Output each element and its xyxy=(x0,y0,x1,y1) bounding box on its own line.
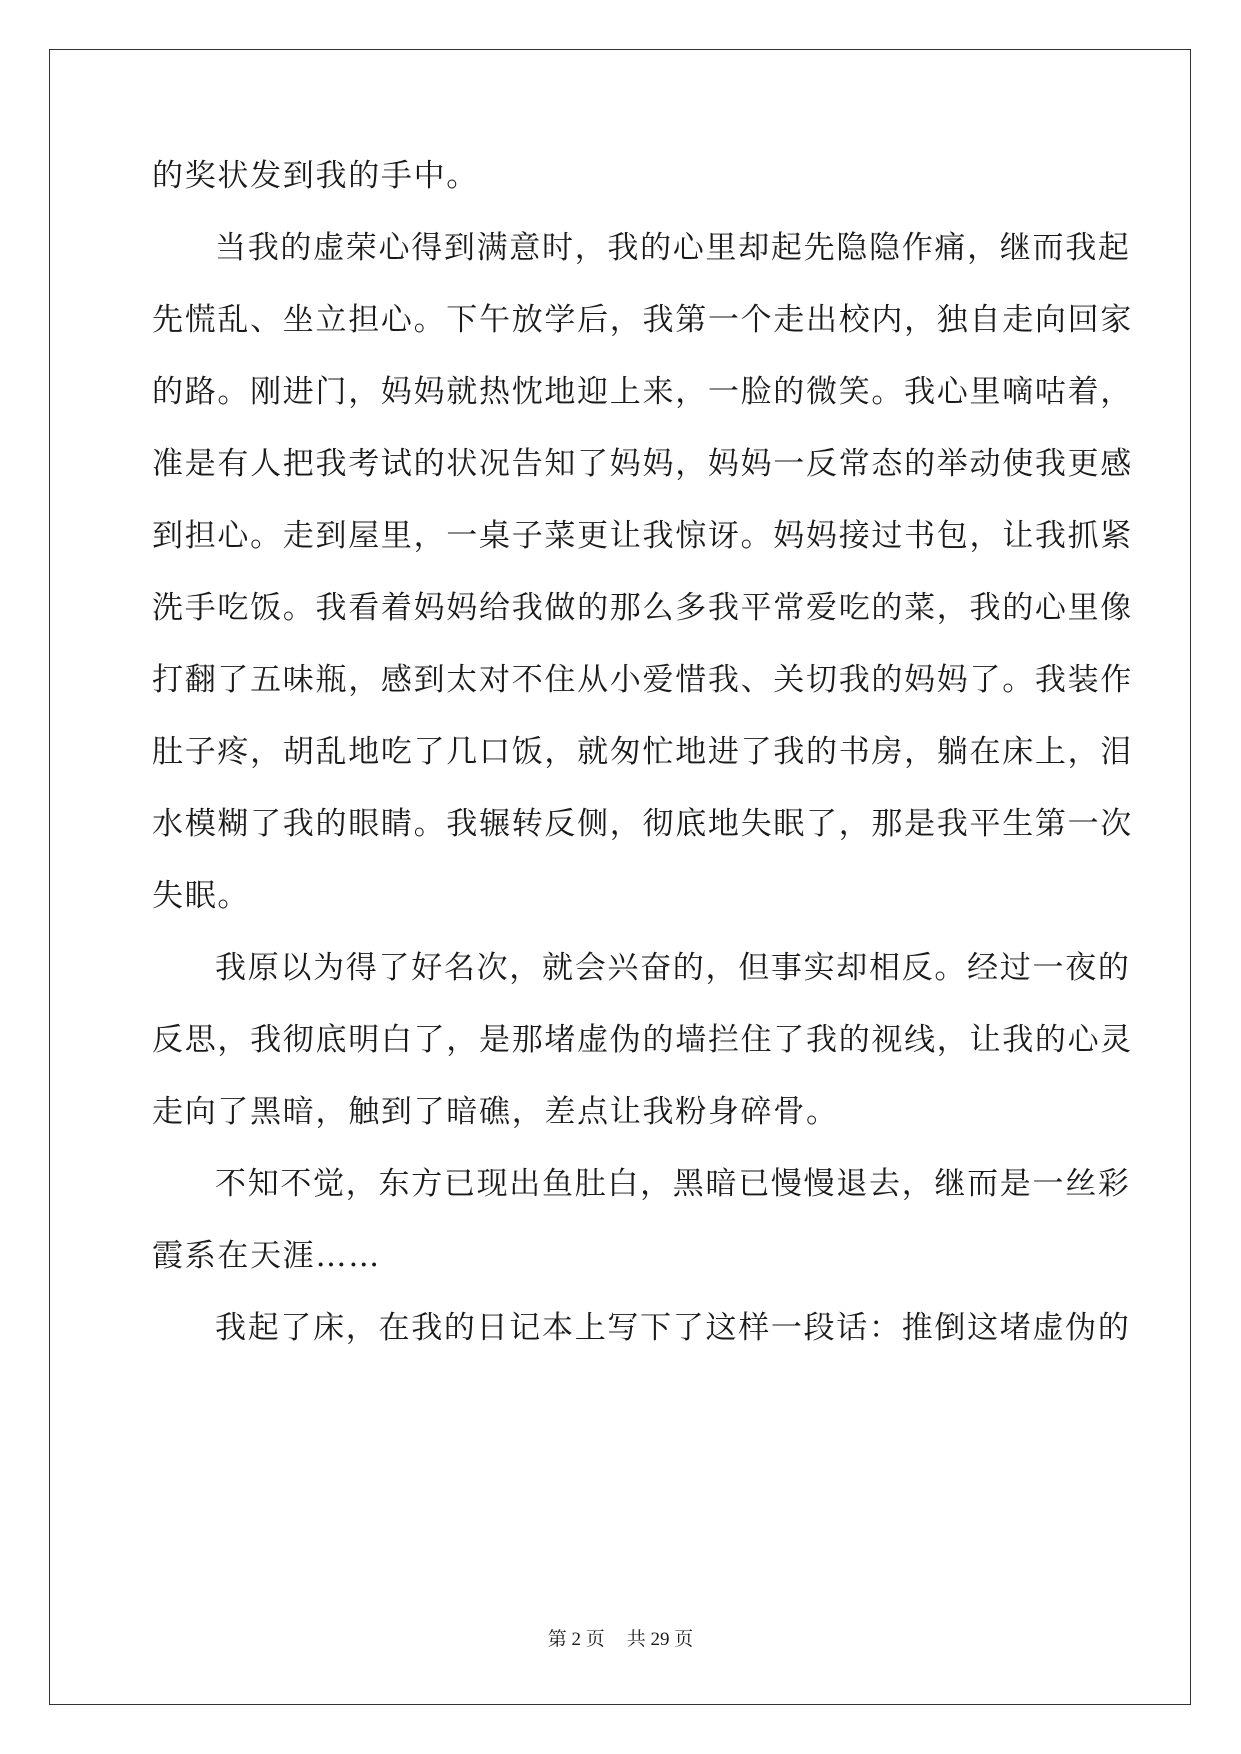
text-line: 的路。刚进门，妈妈就热忱地迎上来，一脸的微笑。我心里嘀咕着， xyxy=(152,374,1133,410)
text-line: 我起了床，在我的日记本上写下了这样一段话：推倒这堵虚伪的 xyxy=(215,1310,1131,1346)
text-line: 到担心。走到屋里，一桌子菜更让我惊讶。妈妈接过书包，让我抓紧 xyxy=(152,518,1133,554)
page-total: 共 29 页 xyxy=(626,1629,694,1650)
text-line: 的奖状发到我的手中。 xyxy=(152,158,479,194)
text-line: 当我的虚荣心得到满意时，我的心里却起先隐隐作痛，继而我起 xyxy=(215,230,1131,266)
text-line: 我原以为得了好名次，就会兴奋的，但事实却相反。经过一夜的 xyxy=(215,950,1131,986)
text-line: 走向了黑暗，触到了暗礁，差点让我粉身碎骨。 xyxy=(152,1094,839,1130)
page-number: 第 2 页 xyxy=(547,1629,605,1650)
text-line: 准是有人把我考试的状况告知了妈妈，妈妈一反常态的举动使我更感 xyxy=(152,446,1133,482)
page-footer xyxy=(0,1628,1241,1652)
text-line: 不知不觉，东方已现出鱼肚白，黑暗已慢慢退去，继而是一丝彩 xyxy=(215,1166,1131,1202)
text-line: 失眠。 xyxy=(152,878,251,914)
text-line: 霞系在天涯…… xyxy=(152,1238,381,1274)
text-line: 肚子疼，胡乱地吃了几口饭，就匆忙地进了我的书房，躺在床上，泪 xyxy=(152,734,1133,770)
text-line: 反思，我彻底明白了，是那堵虚伪的墙拦住了我的视线，让我的心灵 xyxy=(152,1022,1133,1058)
text-line: 水模糊了我的眼睛。我辗转反侧，彻底地失眠了，那是我平生第一次 xyxy=(152,806,1133,842)
text-line: 洗手吃饭。我看着妈妈给我做的那么多我平常爱吃的菜，我的心里像 xyxy=(152,590,1133,626)
text-line: 打翻了五味瓶，感到太对不住从小爱惜我、关切我的妈妈了。我装作 xyxy=(152,662,1133,698)
text-line: 先慌乱、坐立担心。下午放学后，我第一个走出校内，独自走向回家 xyxy=(152,302,1133,338)
